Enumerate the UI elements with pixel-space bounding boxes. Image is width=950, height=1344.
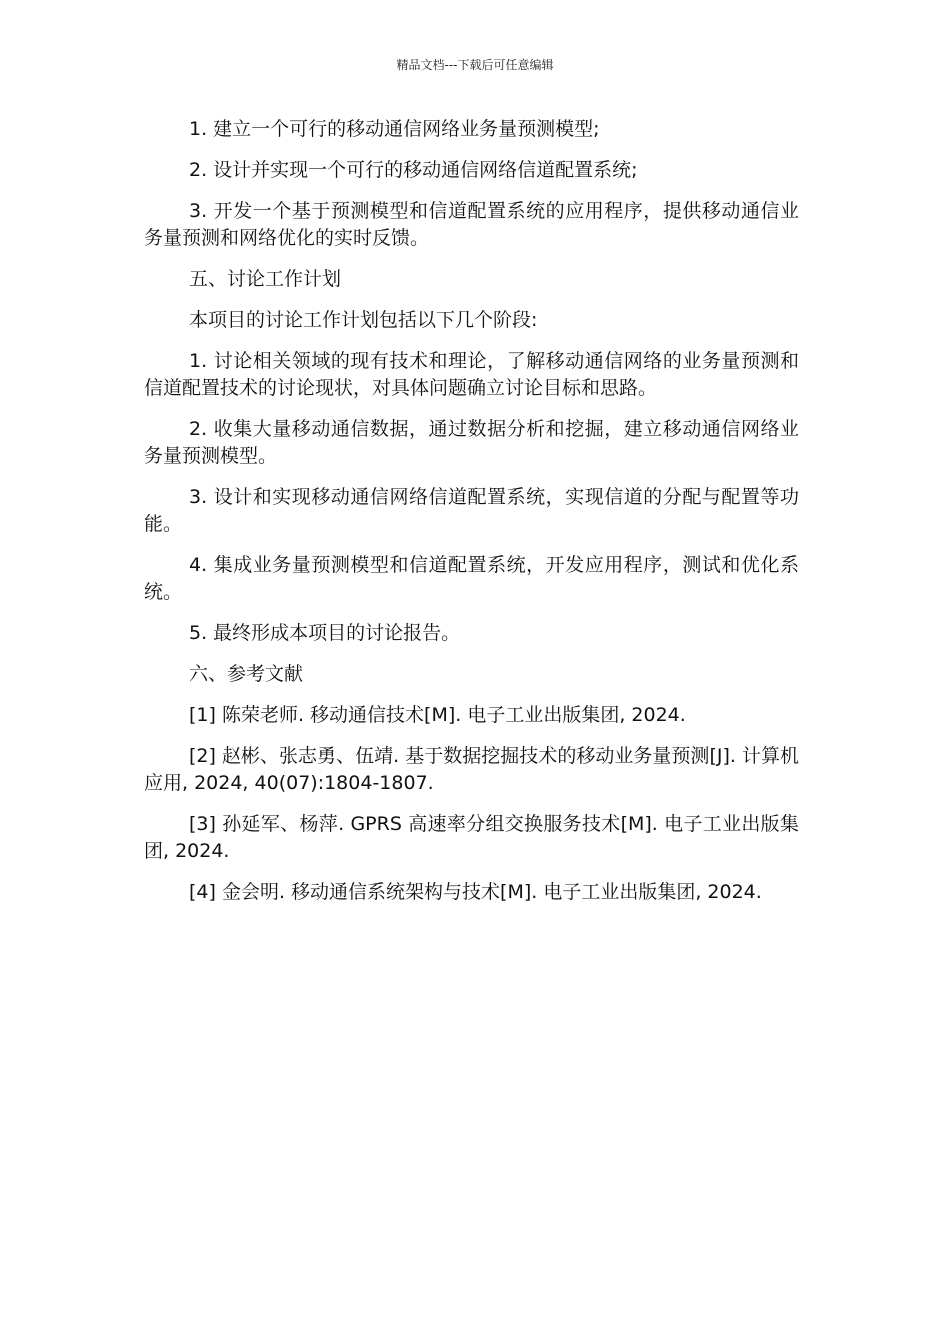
plan-stage-1: 1. 讨论相关领域的现有技术和理论，了解移动通信网络的业务量预测和信道配置技术的讨论现状，对具体问题确立讨论目标和思路。 <box>144 350 799 399</box>
reference-3: [3] 孙延军、杨萍. GPRS 高速率分组交换服务技术[M]. 电子工业出版集团, 2024. <box>144 813 799 862</box>
goal-item-3: 3. 开发一个基于预测模型和信道配置系统的应用程序，提供移动通信业务量预测和网络优化的实时反馈。 <box>144 200 799 249</box>
page-header: 精品文档---下载后可任意编辑 <box>396 58 554 72</box>
reference-1: [1] 陈荣老师. 移动通信技术[M]. 电子工业出版集团, 2024. <box>189 704 686 726</box>
plan-stage-2: 2. 收集大量移动通信数据，通过数据分析和挖掘，建立移动通信网络业务量预测模型。 <box>144 418 799 467</box>
document-body <box>144 116 799 906</box>
work-plan-intro: 本项目的讨论工作计划包括以下几个阶段: <box>189 309 538 331</box>
plan-stage-3: 3. 设计和实现移动通信网络信道配置系统，实现信道的分配与配置等功能。 <box>144 486 799 535</box>
plan-stage-4: 4. 集成业务量预测模型和信道配置系统，开发应用程序，测试和优化系统。 <box>144 554 799 603</box>
section-heading-references: 六、参考文献 <box>189 663 304 685</box>
plan-stage-5: 5. 最终形成本项目的讨论报告。 <box>189 622 461 644</box>
goal-item-2: 2. 设计并实现一个可行的移动通信网络信道配置系统; <box>189 159 638 181</box>
section-heading-work-plan: 五、讨论工作计划 <box>189 268 342 290</box>
goal-item-1: 1. 建立一个可行的移动通信网络业务量预测模型; <box>189 118 600 140</box>
reference-4: [4] 金会明. 移动通信系统架构与技术[M]. 电子工业出版集团, 2024. <box>189 881 762 903</box>
reference-2: [2] 赵彬、张志勇、伍靖. 基于数据挖掘技术的移动业务量预测[J]. 计算机应用, 2024, 40(07):1804-1807. <box>144 745 799 794</box>
